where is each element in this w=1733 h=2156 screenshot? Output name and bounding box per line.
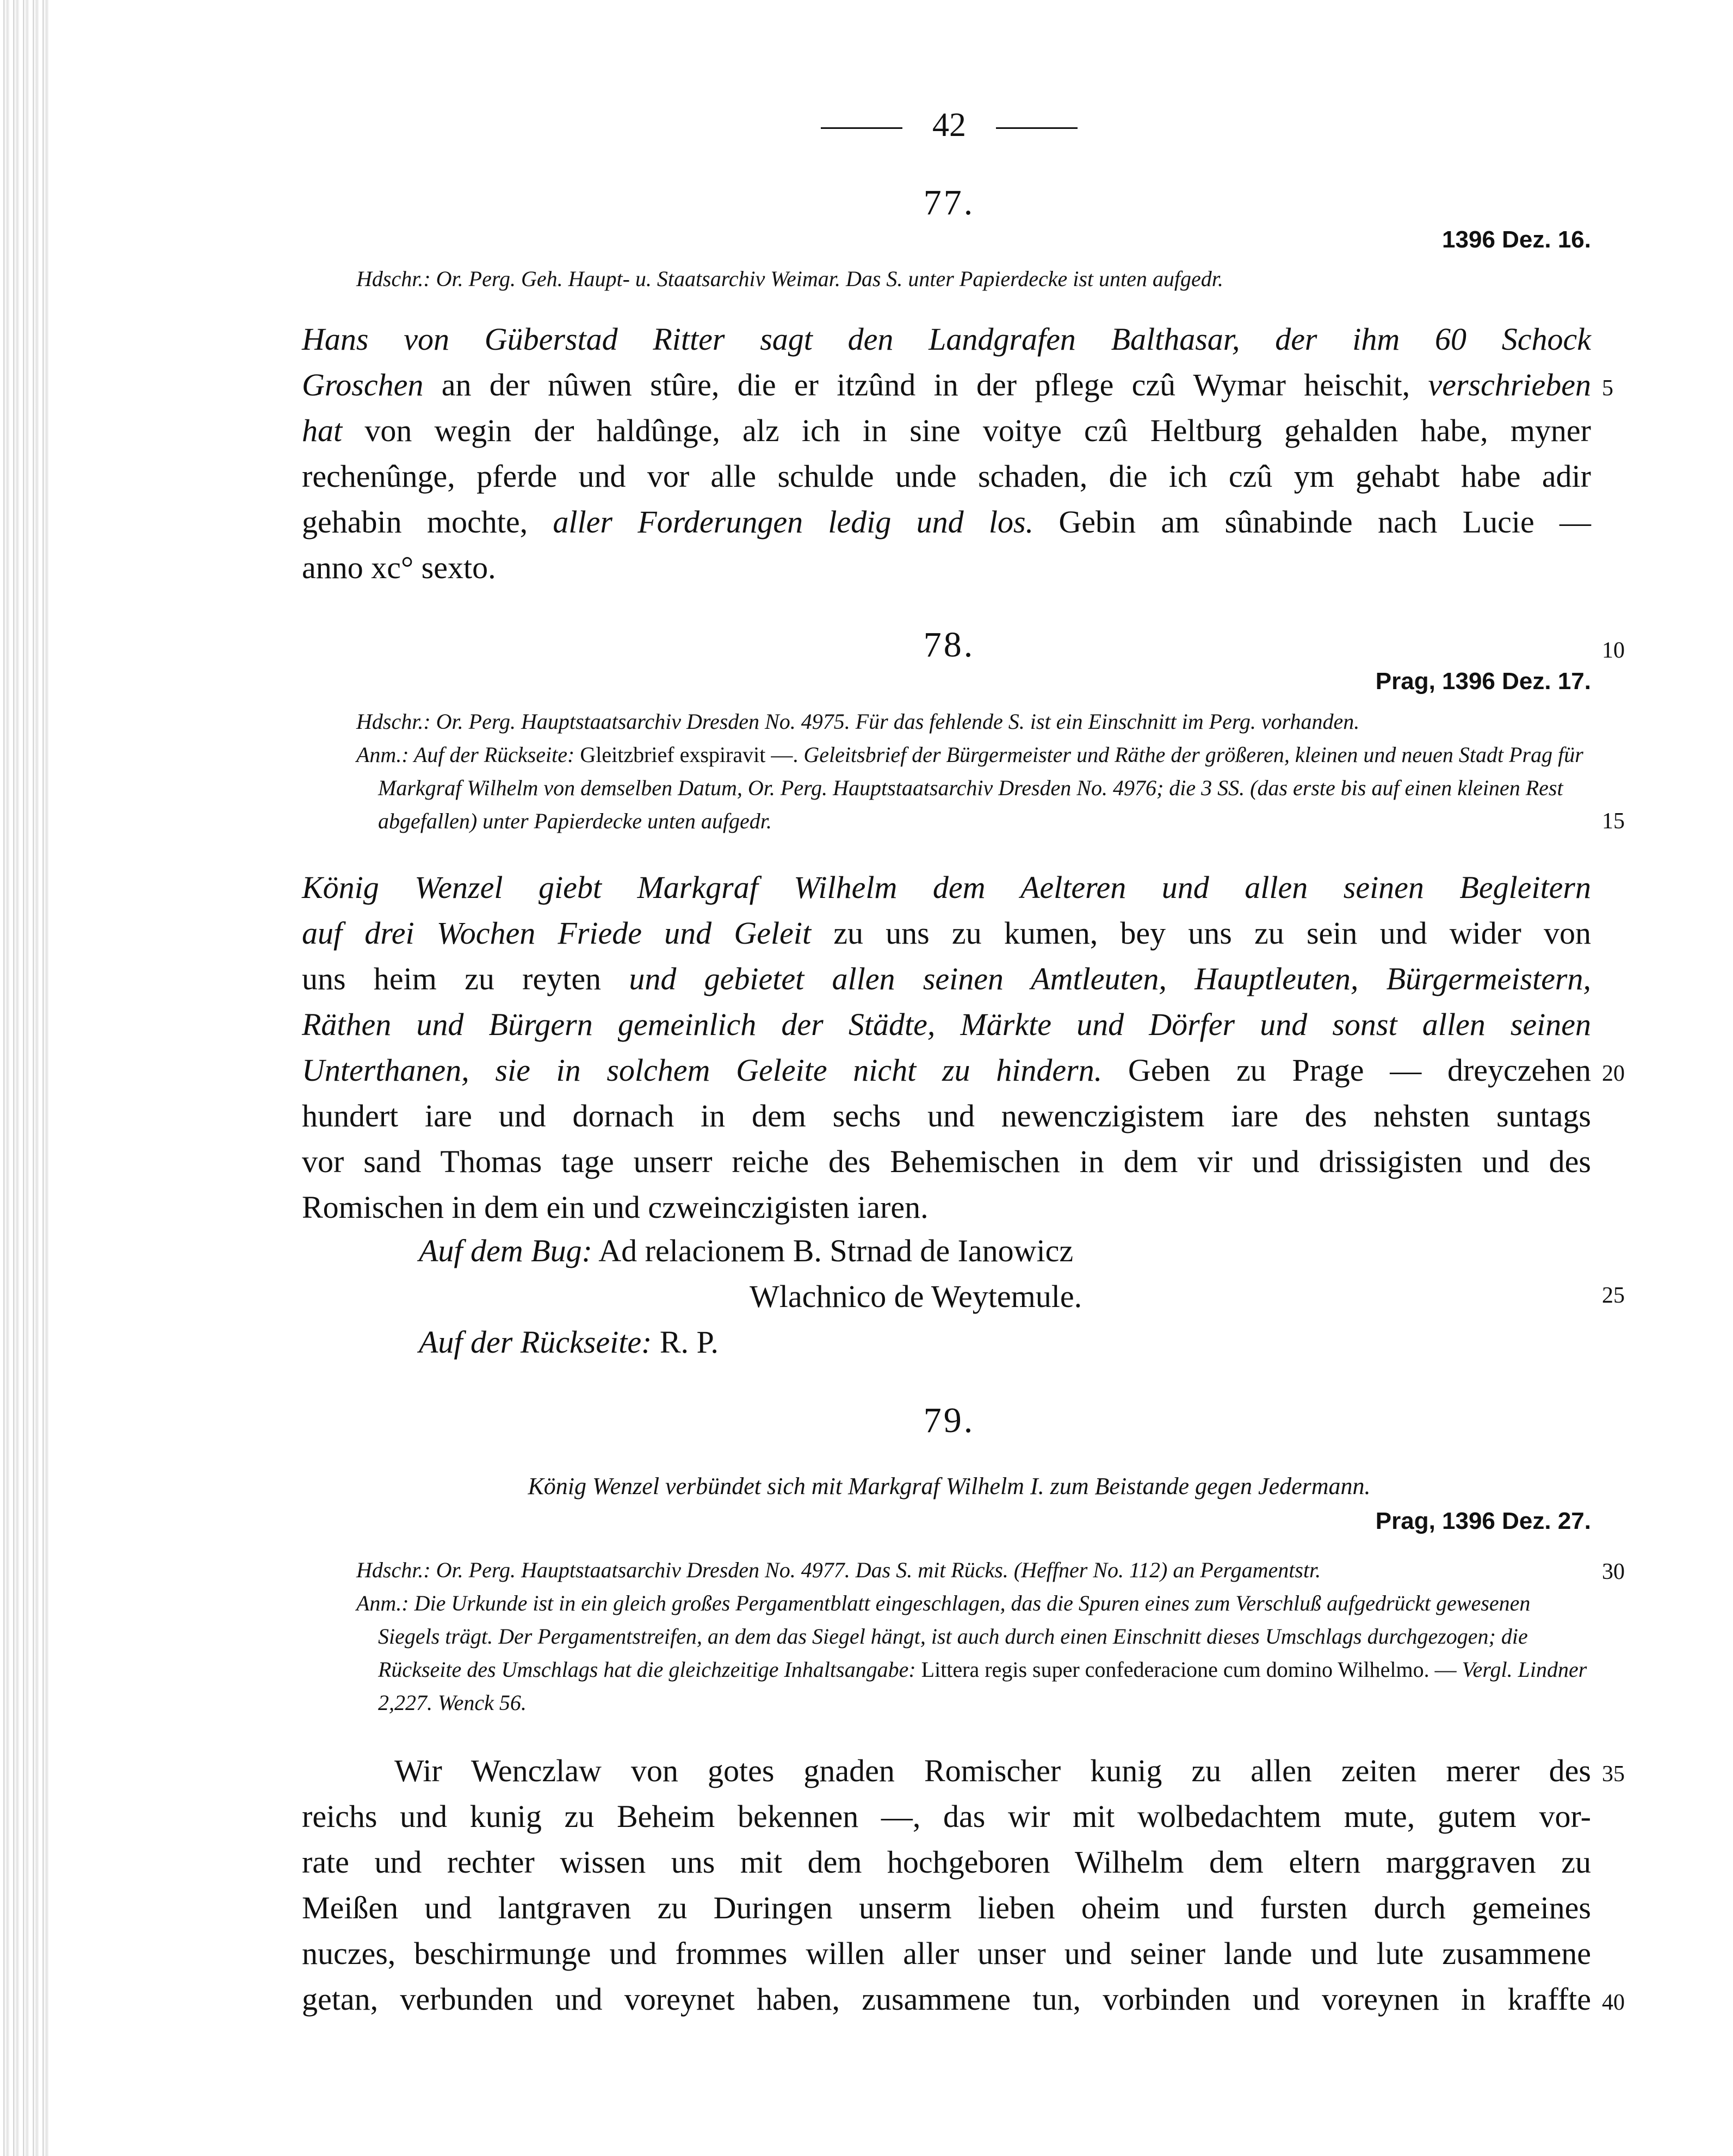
doc79-anm: Anm.: Die Urkunde ist in ein gleich großes Pergamentblatt eingeschlagen, das die Spuren eines zum Verschluß aufgedrückt gewesenen Siegels trägt. Der Pergamentstreifen, an dem das Siegel hängt, ist auch durch einen Einschnitt dieses Umschlags durchgezogen; die Rückseite des Umschlags hat die gleichzeitige Inhaltsangabe: Littera regis super confederacione cum domino Wilhelmo. — Vergl. Lindner 2,227. Wenck 56.: [356, 1591, 1587, 1715]
doc78-line-5: Unterthanen, sie in solchem Geleite nicht zu hindern. Geben zu Prage — dreyczehen: [302, 1052, 1592, 1088]
doc77-line-3: hat von wegin der haldûnge, alz ich in sine voitye czû Heltburg gehalden habe, myner: [302, 413, 1591, 448]
doc79-line-5: nuczes, beschirmunge und frommes willen aller unser und seiner lande und lute zusammene: [302, 1936, 1591, 1971]
header-dash-right: [996, 127, 1078, 129]
margin-line-number: 35: [1602, 1762, 1625, 1787]
doc79-date: Prag, 1396 Dez. 27.: [1375, 1508, 1591, 1534]
margin-line-number: 40: [1602, 1990, 1625, 2015]
margin-line-number: 25: [1602, 1283, 1625, 1308]
doc77-date: 1396 Dez. 16.: [1442, 226, 1591, 253]
margin-line-number: 30: [1602, 1559, 1625, 1584]
doc77-hdschr: Hdschr.: Or. Perg. Geh. Haupt- u. Staatsarchiv Weimar. Das S. unter Papierdecke ist unten aufgedr.: [356, 267, 1223, 291]
page-header: [302, 106, 1596, 145]
doc79-line-4: Meißen und lantgraven zu Duringen unserm lieben oheim und fursten durch gemeines: [302, 1890, 1591, 1925]
scan-binding-edge: [0, 0, 49, 2156]
margin-line-number: 10: [1602, 638, 1625, 663]
doc79-line-2: reichs und kunig zu Beheim bekennen —, das wir mit wolbedachtem mute, gutem vor-: [302, 1799, 1591, 1834]
doc78-bug-2: Wlachnico de Weytemule.: [750, 1279, 1082, 1314]
doc77-line-6: anno xc° sexto.: [302, 550, 496, 585]
doc78-date: Prag, 1396 Dez. 17.: [1375, 668, 1591, 695]
margin-line-number: 15: [1602, 809, 1625, 834]
doc79-line-3: rate und rechter wissen uns mit dem hochgeboren Wilhelm dem eltern marggraven zu: [302, 1844, 1591, 1880]
doc77-line-5: gehabin mochte, aller Forderungen ledig und los. Gebin am sûnabinde nach Lucie —: [302, 504, 1591, 540]
doc78-line-8: Romischen in dem ein und czweinczigisten iaren.: [302, 1189, 929, 1225]
doc78-line-4: Räthen und Bürgern gemeinlich der Städte, Märkte und Dörfer und sonst allen seinen: [302, 1007, 1591, 1042]
doc79-number: 79.: [923, 1401, 975, 1440]
doc78-line-6: hundert iare und dornach in dem sechs und newenczigistem iare des nehsten suntags: [302, 1098, 1591, 1133]
doc79-line-1: Wir Wenczlaw von gotes gnaden Romischer kunig zu allen zeiten merer des: [394, 1753, 1591, 1788]
doc79-line-6: getan, verbunden und voreynet haben, zusammene tun, vorbinden und voreynen in kraffte: [302, 1981, 1591, 2017]
doc77-line-2: Groschen an der nûwen stûre, die er itzûnd in der pflege czû Wymar heischit, verschrieben: [302, 367, 1591, 402]
margin-line-number: 20: [1602, 1061, 1625, 1086]
doc77-line-4: rechenûnge, pferde und vor alle schulde unde schaden, die ich czû ym gehabt habe adir: [302, 459, 1591, 494]
doc77-line-1: Hans von Güberstad Ritter sagt den Landgrafen Balthasar, der ihm 60 Schock: [302, 321, 1591, 357]
doc78-hdschr: Hdschr.: Or. Perg. Hauptstaatsarchiv Dresden No. 4975. Für das fehlende S. ist ein Einschnitt im Perg. vorhanden.: [356, 709, 1360, 734]
doc78-line-7: vor sand Thomas tage unserr reiche des Behemischen in dem vir und drissigisten und des: [302, 1144, 1591, 1179]
doc78-anm: Anm.: Auf der Rückseite: Gleitzbrief exspiravit —. Geleitsbrief der Bürgermeister und Räthe der größeren, kleinen und neuen Stadt Prag für Markgraf Wilhelm von demselben Datum, Or. Perg. Hauptstaatsarchiv Dresden No. 4976; die 3 SS. (das erste bis auf einen kleinen Rest abgefallen) unter Papierdecke unten aufgedr.: [356, 742, 1583, 833]
doc79-hdschr: Hdschr.: Or. Perg. Hauptstaatsarchiv Dresden No. 4977. Das S. mit Rücks. (Heffner No. 112) an Pergamentstr.: [356, 1558, 1321, 1582]
doc78-line-2: auf drei Wochen Friede und Geleit zu uns zu kumen, bey uns zu sein und wider von: [302, 915, 1591, 951]
doc78-line-3: uns heim zu reyten und gebietet allen seinen Amtleuten, Hauptleuten, Bürgermeistern,: [302, 961, 1592, 996]
doc78-line-1: König Wenzel giebt Markgraf Wilhelm dem Aelteren und allen seinen Begleitern: [302, 870, 1591, 905]
page-number: 42: [932, 107, 966, 144]
doc78-rueckseite: Auf der Rückseite: R. P.: [419, 1324, 719, 1360]
margin-line-number: 5: [1602, 376, 1613, 401]
doc78-number: 78.: [923, 625, 975, 665]
header-dash-left: [821, 127, 902, 129]
doc79-regest: König Wenzel verbündet sich mit Markgraf Wilhelm I. zum Beistande gegen Jedermann.: [528, 1473, 1371, 1500]
doc78-bug: Auf dem Bug: Ad relacionem B. Strnad de Ianowicz: [419, 1233, 1074, 1268]
doc77-number: 77.: [923, 183, 975, 222]
